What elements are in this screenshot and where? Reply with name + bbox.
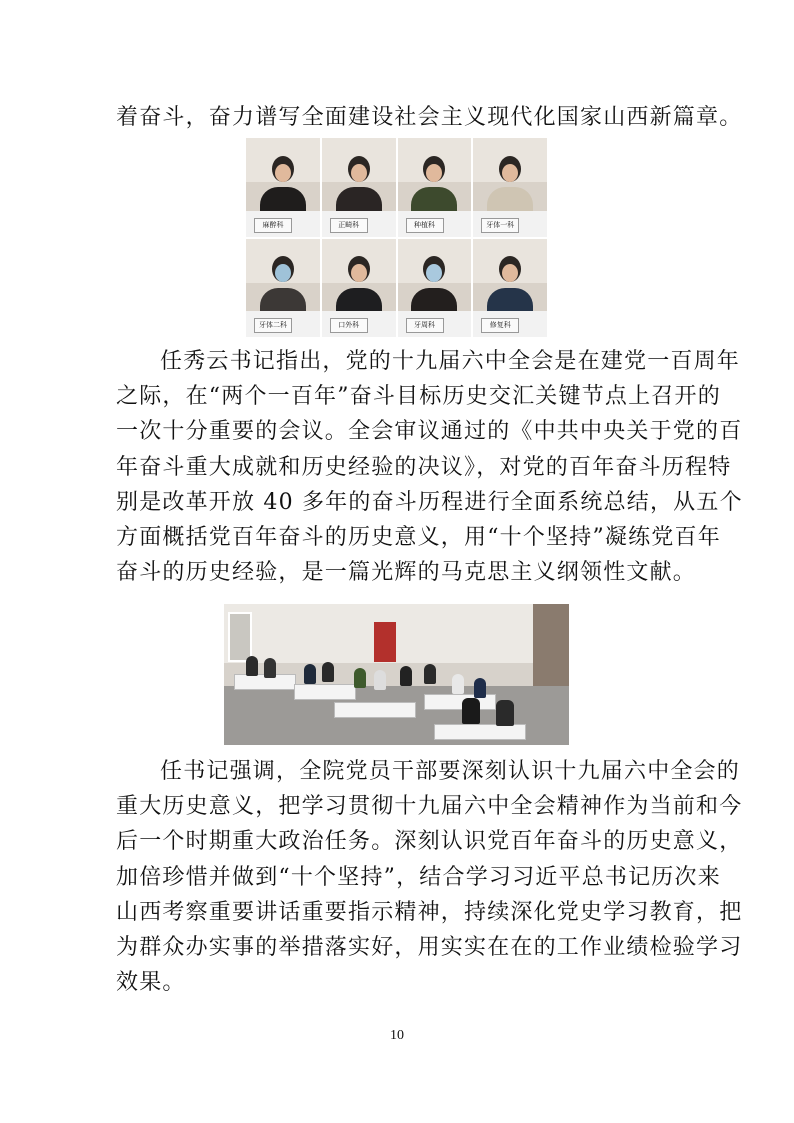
paragraph-2	[116, 754, 743, 1000]
photo-cell	[398, 138, 472, 237]
photo-cell	[322, 138, 396, 237]
text-line: 任书记强调，全院党员干部要深刻认识十九届六中全会的	[160, 759, 741, 784]
name-plate: 正畸科	[330, 218, 368, 233]
text-line: 效果。	[116, 970, 186, 996]
text-line: 一次十分重要的会议。全会审议通过的《中共中央关于党的百	[116, 419, 743, 445]
paragraph-1	[116, 344, 743, 590]
name-plate: 牙周科	[406, 318, 444, 333]
text-line: 之际，在“两个一百年”奋斗目标历史交汇关键节点上召开的	[116, 384, 721, 410]
text-line: 任秀云书记指出，党的十九届六中全会是在建党一百周年	[160, 349, 741, 374]
photo-cell	[398, 239, 472, 338]
name-plate: 麻醉科	[254, 218, 292, 233]
page-number: 10	[390, 1028, 404, 1043]
photo-cell	[473, 239, 547, 338]
photo-cell	[246, 138, 320, 237]
text-line: 别是改革开放 40 多年的奋斗历程进行全面系统总结，从五个	[116, 489, 743, 515]
photo-cell	[473, 138, 547, 237]
text-line: 山西考察重要讲话重要指示精神，持续深化党史学习教育，把	[116, 899, 743, 925]
photo-cell	[246, 239, 320, 338]
photo-cell	[322, 239, 396, 338]
name-plate: 种植科	[406, 218, 444, 233]
name-plate: 修复科	[481, 318, 519, 333]
text-line: 年奋斗重大成就和历史经验的决议》，对党的百年奋斗历程特	[116, 454, 732, 480]
name-plate: 牙体一科	[481, 218, 519, 233]
text-line: 奋斗的历史经验，是一篇光辉的马克思主义纲领性文献。	[116, 560, 697, 586]
name-plate: 牙体二科	[254, 318, 292, 333]
text-line: 着奋斗，奋力谱写全面建设社会主义现代化国家山西新篇章。	[116, 105, 743, 130]
text-line: 重大历史意义，把学习贯彻十九届六中全会精神作为当前和今	[116, 794, 743, 820]
text-line: 为群众办实事的举措落实好，用实实在在的工作业绩检验学习	[116, 934, 743, 960]
text-line: 加倍珍惜并做到“十个坚持”，结合学习习近平总书记历次来	[116, 864, 721, 890]
text-line: 方面概括党百年奋斗的历史意义，用“十个坚持”凝练党百年	[116, 524, 721, 550]
text-line: 后一个时期重大政治任务。深刻认识党百年奋斗的历史意义，	[116, 829, 743, 855]
classroom-photo	[224, 604, 569, 745]
name-plate: 口外科	[330, 318, 368, 333]
meeting-photo-grid	[246, 138, 547, 337]
intro-line	[116, 100, 743, 135]
